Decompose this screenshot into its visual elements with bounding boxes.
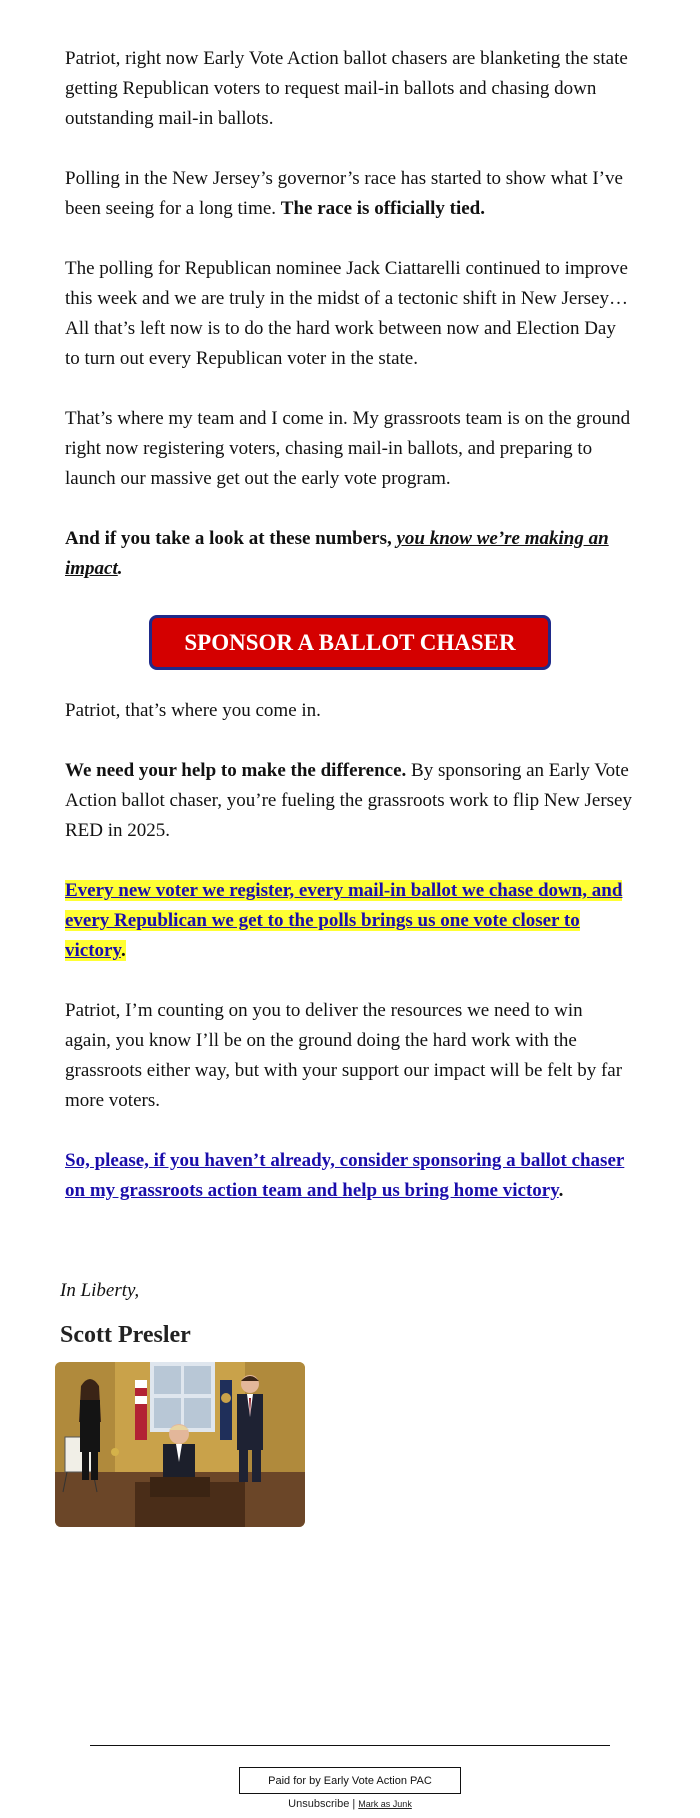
mark-as-junk-link[interactable]: Mark as Junk [358,1799,412,1809]
paid-for-disclaimer: Paid for by Early Vote Action PAC [239,1767,461,1794]
signature-closing: In Liberty, [60,1280,140,1301]
paragraph-2 [65,164,633,224]
paragraph-2-bold: The race is officially tied. [280,198,486,219]
paragraph-9: Patriot, I’m counting on you to deliver the resources we need to win again, you know I’ll be on the ground doing the hard work with the grassroots either way, but with your support our impact will be felt by far more voters. [65,1000,623,1111]
footer-separator: | [349,1798,359,1810]
paragraph-4: That’s where my team and I come in. My grassroots team is on the ground right now registering voters, chasing mail-in ballots, and preparing to launch our massive get out the early vote program. [65,408,631,489]
email-body-lower [65,696,633,1236]
unsubscribe-link[interactable]: Unsubscribe [288,1798,350,1810]
paragraph-8 [65,876,633,966]
footer-links [0,1798,700,1810]
paragraph-5-end: . [117,558,123,579]
oval-office-photo [55,1362,305,1527]
paragraph-10 [65,1146,633,1206]
victory-link-highlighted[interactable]: Every new voter we register, every mail-in ballot we chase down, and every Republican we get to the polls brings us one vote closer to victory [65,880,623,961]
paragraph-10-end: . [558,1180,564,1201]
paragraph-8-end: . [120,940,126,961]
footer-divider [90,1745,610,1746]
paragraph-7-text: By sponsoring an Early Vote Action ballot chaser, you’re fueling the grassroots work to flip New Jersey RED in 2025. [65,760,632,841]
impact-link[interactable]: you know we’re making an impact [65,528,609,579]
paragraph-7-bold: We need your help to make the difference. [65,760,407,781]
paragraph-3: The polling for Republican nominee Jack Ciattarelli continued to improve this week and we are truly in the midst of a tectonic shift in New Jersey… All that’s left now is to do the hard work between now and Election Day to turn out every Republican voter in the state. [65,258,628,369]
paragraph-1: Patriot, right now Early Vote Action ballot chasers are blanketing the state getting Republican voters to request mail-in ballots and chasing down outstanding mail-in ballots. [65,48,628,129]
email-body [65,44,633,614]
paragraph-2-text: Polling in the New Jersey’s governor’s race has started to show what I’ve been seeing for a long time. [65,168,623,219]
sponsor-chaser-link[interactable]: So, please, if you haven’t already, consider sponsoring a ballot chaser on my grassroots action team and help us bring home victory [65,1150,625,1201]
paragraph-7 [65,756,633,846]
paragraph-5-bold: And if you take a look at these numbers, [65,528,397,549]
paragraph-6: Patriot, that’s where you come in. [65,700,321,721]
cta-container [149,615,551,670]
paragraph-5 [65,524,633,584]
sponsor-ballot-chaser-button[interactable]: SPONSOR A BALLOT CHASER [149,615,551,670]
signature-name: Scott Presler [60,1322,191,1348]
